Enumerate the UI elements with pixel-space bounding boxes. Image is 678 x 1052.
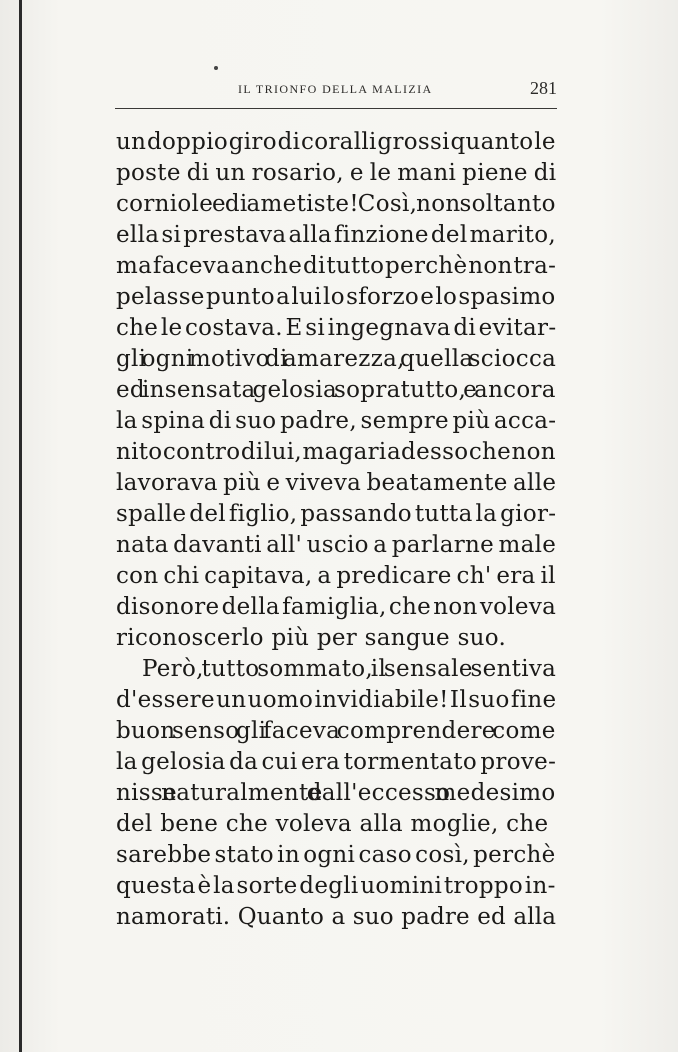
- text-line: gli ogni motivo di amarezza, quella sciocca: [116, 346, 557, 372]
- text-line: sarebbe stato in ogni caso così, perchè: [116, 842, 556, 868]
- header-rule: [115, 108, 557, 109]
- text-line: pelasse punto a lui lo sforzo e lo spasimo: [116, 284, 556, 310]
- text-line: del bene che voleva alla moglie, che: [116, 811, 549, 837]
- text-line: d'essere un uomo invidiabile! Il suo fine: [116, 687, 557, 713]
- text-line: un doppio giro di coralli grossi quanto le: [116, 129, 556, 155]
- binding-edge-line: [19, 0, 22, 1052]
- text-line: che le costava. E si ingegnava di evitar-: [116, 315, 557, 341]
- text-line: disonore della famiglia, che non voleva: [116, 594, 557, 620]
- text-line: la spina di suo padre, sempre più acca-: [116, 408, 557, 434]
- text-line: poste di un rosario, e le mani piene di: [116, 160, 557, 186]
- text-line: nito contro di lui, magari adesso che non: [116, 439, 556, 465]
- text-line: ma faceva anche di tutto perchè non tra-: [116, 253, 557, 279]
- text-line: questa è la sorte degli uomini troppo in-: [116, 873, 556, 899]
- text-line: ella si prestava alla finzione del marito,: [116, 222, 556, 248]
- running-head-title: IL TRIONFO DELLA MALIZIA: [238, 82, 433, 96]
- text-line: spalle del figlio, passando tutta la gior-: [116, 501, 557, 527]
- page-number: 281: [530, 78, 557, 98]
- text-line: lavorava più e viveva beatamente alle: [116, 470, 557, 496]
- text-line: ed insensata gelosia sopratutto, e ancora: [116, 377, 556, 403]
- text-line: Però, tutto sommato, il sensale sentiva: [142, 656, 557, 682]
- ink-speck: [214, 66, 218, 70]
- text-line: buon senso gli faceva comprendere come: [116, 718, 556, 744]
- text-line: namorati. Quanto a suo padre ed alla: [116, 904, 557, 930]
- text-line: corniole e di ametiste! Così, non soltanto: [116, 191, 556, 217]
- text-line: la gelosia da cui era tormentato prove-: [116, 749, 557, 775]
- text-line: riconoscerlo più per sangue suo.: [116, 625, 507, 651]
- text-line: nata davanti all' uscio a parlarne male: [116, 532, 557, 558]
- text-line: con chi capitava, a predicare ch' era il: [116, 563, 556, 589]
- text-line: nisse naturalmente dall'eccesso medesimo: [116, 780, 556, 806]
